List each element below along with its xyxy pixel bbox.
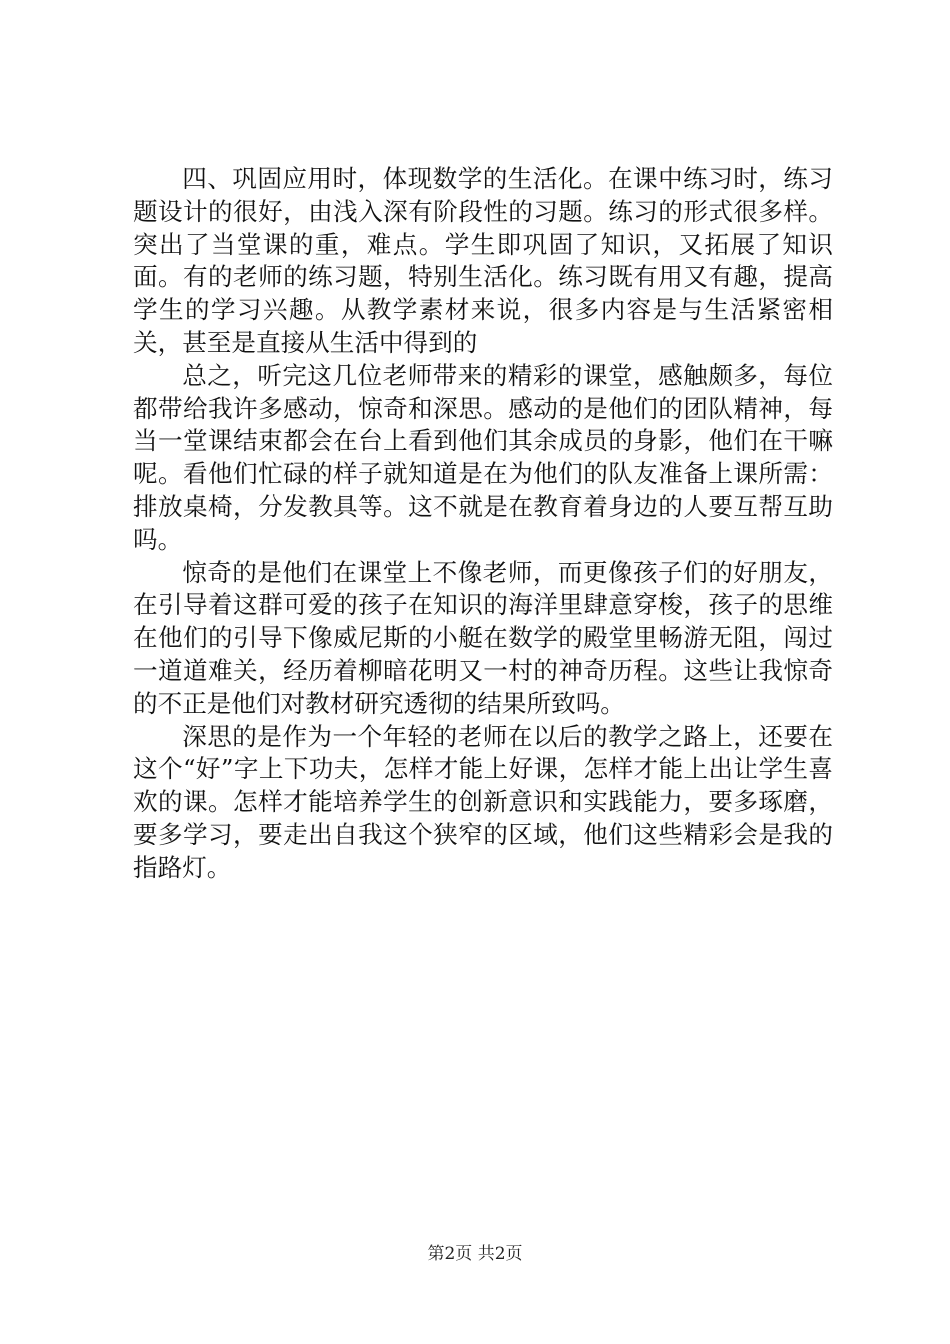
paragraph-surprise: 惊奇的是他们在课堂上不像老师，而更像孩子们的好朋友，在引导着这群可爱的孩子在知识的海洋里肆意穿梭，孩子的思维在他们的引导下像威尼斯的小艇在数学的殿堂里畅游无阻，闯过一道道难关，经历着柳暗花明又一村的神奇历程。这些让我惊奇的不正是他们对教材研究透彻的结果所致吗。 — [133, 557, 833, 718]
document-body — [133, 163, 833, 885]
paragraph-summary: 总之，听完这几位老师带来的精彩的课堂，感触颇多，每位都带给我许多感动，惊奇和深思。感动的是他们的团队精神，每当一堂课结束都会在台上看到他们其余成员的身影，他们在干嘛呢。看他们忙碌的样子就知道是在为他们的队友准备上课所需：排放桌椅，分发教具等。这不就是在教育着身边的人要互帮互助吗。 — [133, 360, 833, 554]
paragraph-reflection: 深思的是作为一个年轻的老师在以后的教学之路上，还要在这个“好”字上下功夫，怎样才能上好课，怎样才能上出让学生喜欢的课。怎样才能培养学生的创新意识和实践能力，要多琢磨，要多学习，要走出自我这个狭窄的区域，他们这些精彩会是我的指路灯。 — [133, 721, 833, 882]
page-number-footer: 第2页 共2页 — [427, 1244, 523, 1264]
paragraph-consolidation: 四、巩固应用时，体现数学的生活化。在课中练习时，练习题设计的很好，由浅入深有阶段性的习题。练习的形式很多样。突出了当堂课的重，难点。学生即巩固了知识，又拓展了知识面。有的老师的练习题，特别生活化。练习既有用又有趣，提高学生的学习兴趣。从教学素材来说，很多内容是与生活紧密相关，甚至是直接从生活中得到的 — [133, 164, 833, 357]
